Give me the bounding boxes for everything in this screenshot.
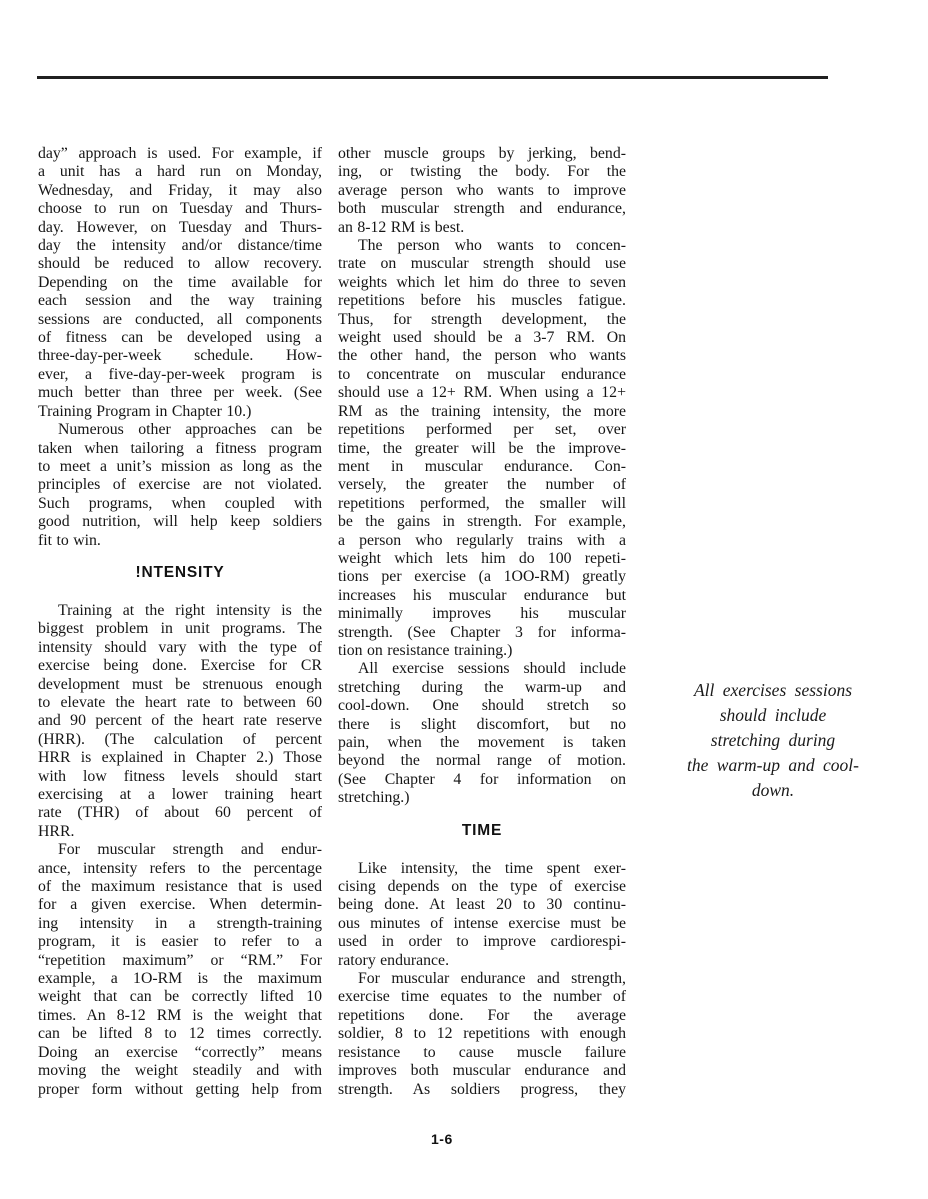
text-line: tion on resistance training.) <box>338 641 513 659</box>
text-line: stretching.) <box>338 789 410 807</box>
paragraph <box>338 237 626 660</box>
text-line: to concentrate on muscular endurance <box>338 365 626 383</box>
text-line: “repetition maximum” or “RM.” For <box>38 951 322 969</box>
pull-quote-line: All exercises sessions <box>693 680 852 700</box>
text-line: Training Program in Chapter 10.) <box>38 402 252 420</box>
text-line: exercising at a lower training heart <box>38 786 322 803</box>
text-line: trate on muscular strength should use <box>338 255 626 273</box>
text-line: Thus, for strength development, the <box>338 310 626 328</box>
text-line: ment in muscular endurance. Con- <box>338 457 626 475</box>
text-line: (HRR). (The calculation of percent <box>38 730 322 748</box>
text-line: can be lifted 8 to 12 times correctly. <box>38 1025 322 1043</box>
margin-pull-quote <box>632 678 914 803</box>
text-line: be the gains in strength. For example, <box>338 513 626 531</box>
text-line: an 8-12 RM is best. <box>338 218 465 236</box>
paragraph <box>38 602 322 841</box>
text-line: All exercise sessions should include <box>358 660 626 678</box>
text-line: HRR is explained in Chapter 2.) Those <box>38 749 322 767</box>
text-line: of the maximum resistance that is used <box>38 878 322 896</box>
text-line: ing intensity in a strength-training <box>38 914 322 932</box>
text-line: should be reduced to allow recovery. <box>38 255 322 273</box>
paragraph <box>38 145 322 421</box>
pull-quote-line: should include <box>719 705 827 725</box>
text-line: weights which let him do three to seven <box>338 273 626 291</box>
text-line: minimally improves his muscular <box>338 605 626 623</box>
text-line: pain, when the movement is taken <box>338 734 626 751</box>
text-line: For muscular strength and endur- <box>58 841 322 859</box>
pull-quote-line: stretching during <box>710 730 836 750</box>
text-line: moving the weight steadily and with <box>38 1062 322 1080</box>
text-line: each session and the way training <box>38 292 322 310</box>
text-line: tions per exercise (a 1OO-RM) greatly <box>338 568 626 586</box>
text-line: should use a 12+ RM. When using a 12+ <box>338 384 626 402</box>
text-line: of fitness can be developed using a <box>38 329 322 347</box>
text-line: to elevate the heart rate to between 60 <box>38 693 322 711</box>
text-line: improves both muscular endurance and <box>338 1062 626 1080</box>
text-line: strength. (See Chapter 3 for informa- <box>338 623 626 641</box>
text-line: exercise time equates to the number of <box>338 988 626 1006</box>
text-line: sessions are conducted, all components <box>38 310 322 328</box>
text-line: resistance to cause muscle failure <box>338 1043 626 1061</box>
text-line: example, a 1O-RM is the maximum <box>38 970 322 988</box>
text-line: a person who regularly trains with a <box>338 531 626 549</box>
text-line: Numerous other approaches can be <box>58 421 322 439</box>
text-line: ever, a five-day-per-week program is <box>38 365 322 383</box>
text-line: RM as the training intensity, the more <box>338 402 626 420</box>
header-rule <box>37 76 828 79</box>
paragraph <box>338 970 626 1099</box>
text-line: to meet a unit’s mission as long as the <box>38 457 322 475</box>
text-line: Doing an exercise “correctly” means <box>38 1043 322 1061</box>
text-line: with low fitness levels should start <box>38 767 322 785</box>
pull-quote-line: down. <box>751 780 795 800</box>
text-line: principles of exercise are not violated. <box>38 476 322 494</box>
text-line: The person who wants to concen- <box>358 237 626 255</box>
paragraph <box>338 860 626 970</box>
text-line: times. An 8-12 RM is the weight that <box>38 1006 322 1024</box>
pull-quote-line: the warm-up and cool- <box>687 755 859 775</box>
text-line: used in order to improve cardiorespi- <box>338 933 626 951</box>
text-line: exercise being done. Exercise for CR <box>38 657 322 675</box>
text-line: cool-down. One should stretch so <box>338 697 626 715</box>
text-line: versely, the greater the number of <box>338 476 626 494</box>
text-line: beyond the normal range of motion. <box>338 752 626 770</box>
paragraph <box>338 145 626 237</box>
text-line: day the intensity and/or distance/time <box>38 237 322 255</box>
text-line: stretching during the warm-up and <box>338 678 626 696</box>
text-line: choose to run on Tuesday and Thurs- <box>38 200 322 218</box>
page-number: 1-6 <box>431 1131 453 1147</box>
text-line: ance, intensity refers to the percentage <box>38 859 322 877</box>
text-line: Wednesday, and Friday, it may also <box>38 181 322 199</box>
text-line: cising depends on the type of exercise <box>338 878 626 896</box>
text-line: the other hand, the person who wants <box>338 347 626 365</box>
text-line: other muscle groups by jerking, bend- <box>338 145 626 162</box>
left-column <box>38 145 322 1099</box>
text-line: repetitions done. For the average <box>338 1006 626 1024</box>
text-line: program, it is easier to refer to a <box>38 933 322 951</box>
text-line: for a given exercise. When determin- <box>38 896 322 914</box>
paragraph <box>38 841 322 1099</box>
text-line: soldier, 8 to 12 repetitions with enough <box>338 1025 626 1043</box>
text-line: Such programs, when coupled with <box>38 494 322 512</box>
text-line: development must be strenuous enough <box>38 675 322 693</box>
text-line: increases his muscular endurance but <box>338 586 626 604</box>
text-line: weight which lets him do 100 repeti- <box>338 549 626 567</box>
text-line: ratory endurance. <box>338 951 450 969</box>
text-line: fit to win. <box>38 531 101 549</box>
paragraph <box>38 421 322 550</box>
text-line: rate (THR) of about 60 percent of <box>38 804 322 822</box>
text-line: day” approach is used. For example, if <box>38 145 322 162</box>
text-line: ous minutes of intense exercise must be <box>338 914 626 932</box>
text-line: strength. As soldiers progress, they <box>338 1080 626 1098</box>
text-line: being done. At least 20 to 30 continu- <box>338 896 626 914</box>
text-line: good nutrition, will help keep soldiers <box>38 513 322 531</box>
text-line: weight that can be correctly lifted 10 <box>38 988 322 1006</box>
text-line: repetitions performed, the smaller will <box>338 494 626 512</box>
text-line: repetitions performed per set, over <box>338 421 626 439</box>
text-line: (See Chapter 4 for information on <box>338 770 626 788</box>
text-line: repetitions before his muscles fatigue. <box>338 292 626 310</box>
text-line: weight used should be a 3-7 RM. On <box>338 329 626 347</box>
right-column <box>338 145 626 1099</box>
text-line: For muscular endurance and strength, <box>358 970 626 988</box>
text-line: both muscular strength and endurance, <box>338 200 626 218</box>
text-line: Training at the right intensity is the <box>58 601 322 619</box>
text-line: there is slight discomfort, but no <box>338 715 626 733</box>
section-heading-intensity: !NTENSITY <box>135 563 225 581</box>
text-line: Like intensity, the time spent exer- <box>358 859 626 877</box>
text-line: three-day-per-week schedule. How- <box>38 347 322 365</box>
text-line: intensity should vary with the type of <box>38 638 322 656</box>
text-line: Depending on the time available for <box>38 273 322 291</box>
text-line: average person who wants to improve <box>338 181 626 199</box>
text-line: a unit has a hard run on Monday, <box>38 163 322 181</box>
text-line: proper form without getting help from <box>38 1080 322 1098</box>
text-line: and 90 percent of the heart rate reserve <box>38 712 322 730</box>
text-line: HRR. <box>38 822 75 840</box>
paragraph <box>338 660 626 807</box>
text-line: day. However, on Tuesday and Thurs- <box>38 218 322 236</box>
section-heading-time: TIME <box>461 821 503 839</box>
text-line: biggest problem in unit programs. The <box>38 620 322 638</box>
text-line: taken when tailoring a fitness program <box>38 439 322 457</box>
text-line: much better than three per week. (See <box>38 384 322 402</box>
text-line: ing, or twisting the body. For the <box>338 163 626 181</box>
text-line: time, the greater will be the improve- <box>338 439 626 457</box>
